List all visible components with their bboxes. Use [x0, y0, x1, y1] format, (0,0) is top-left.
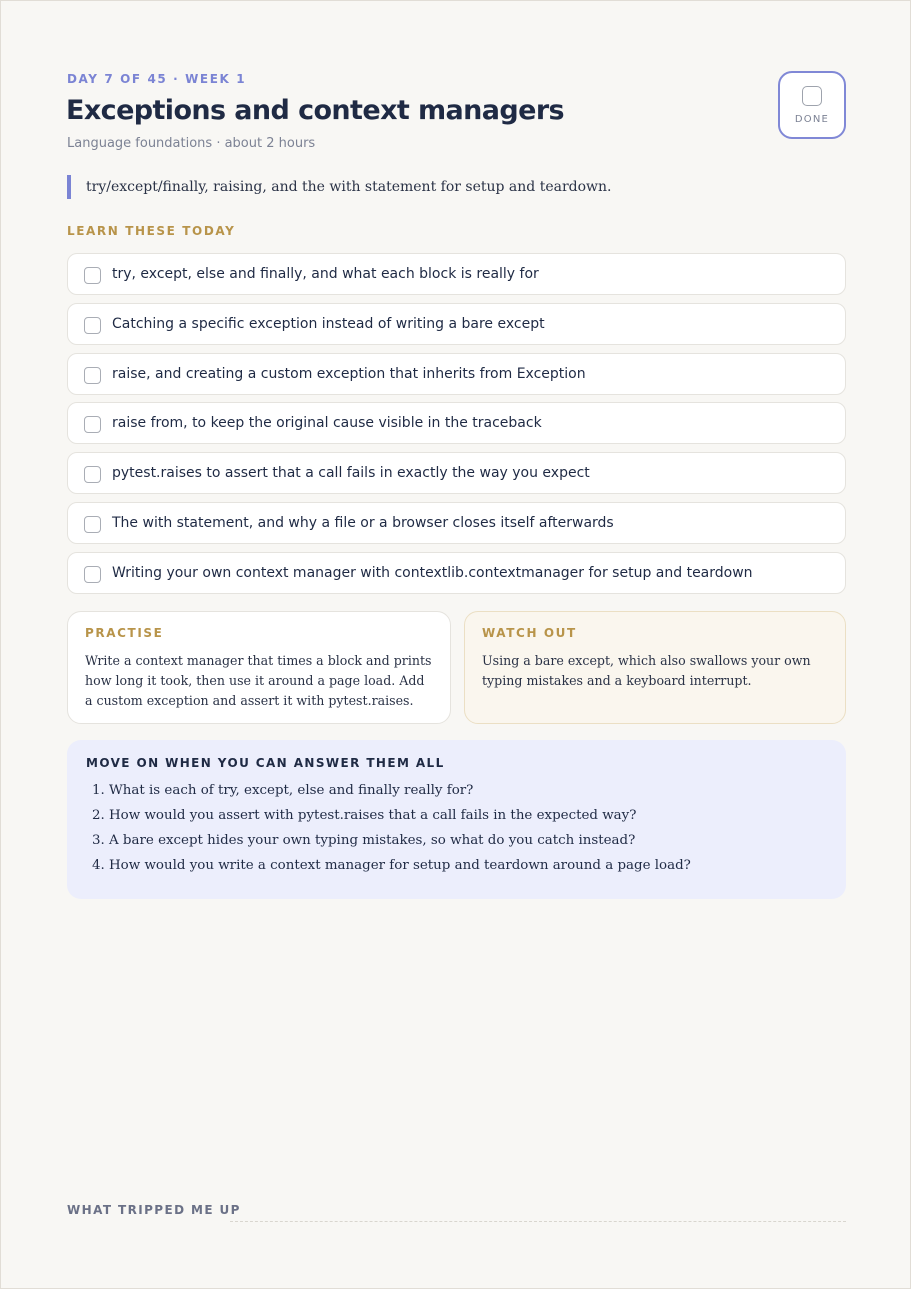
- question-number: 3.: [92, 833, 105, 848]
- practise-body: Write a context manager that times a block and prints how long it took, then use it around a page load. Add a custom exception and assert it with pytest.raises.: [85, 653, 432, 708]
- question-number: 4.: [92, 858, 105, 873]
- self-check-questions: [67, 740, 846, 899]
- questions-label: MOVE ON WHEN YOU CAN ANSWER THEM ALL: [86, 756, 445, 770]
- learn-item[interactable]: [67, 353, 846, 395]
- notes-label: WHAT TRIPPED ME UP: [67, 1203, 241, 1217]
- learn-item-label: pytest.raises to assert that a call fails in exactly the way you expect: [112, 465, 590, 482]
- question-item: [86, 853, 827, 878]
- done-label: DONE: [794, 114, 830, 125]
- question-text: How would you write a context manager for setup and teardown around a page load?: [109, 858, 691, 873]
- question-item: [86, 803, 827, 828]
- learn-item[interactable]: [67, 402, 846, 444]
- learn-item[interactable]: [67, 552, 846, 594]
- question-list: [86, 778, 827, 878]
- learn-item-checkbox[interactable]: [84, 516, 101, 533]
- practise-card: [67, 611, 451, 724]
- done-toggle[interactable]: [778, 71, 846, 139]
- watch-out-card: [464, 611, 846, 724]
- question-item: [86, 778, 827, 803]
- question-number: 1.: [92, 783, 105, 798]
- summary-callout: try/except/finally, raising, and the with statement for setup and teardown.: [67, 175, 767, 199]
- page-subtitle: Language foundations · about 2 hours: [67, 136, 316, 151]
- watch-out-label: WATCH OUT: [482, 626, 577, 640]
- question-text: What is each of try, except, else and finally really for?: [109, 783, 474, 798]
- done-checkbox[interactable]: [802, 86, 822, 106]
- learn-section-label: LEARN THESE TODAY: [67, 224, 236, 238]
- learn-item-checkbox[interactable]: [84, 416, 101, 433]
- page-title: Exceptions and context managers: [66, 95, 565, 126]
- learn-checklist: [67, 253, 846, 602]
- watch-out-body: Using a bare except, which also swallows your own typing mistakes and a keyboard interrupt.: [482, 653, 811, 688]
- learn-item-checkbox[interactable]: [84, 566, 101, 583]
- learn-item-label: Writing your own context manager with contextlib.contextmanager for setup and teardown: [112, 564, 753, 581]
- question-text: A bare except hides your own typing mistakes, so what do you catch instead?: [109, 833, 636, 848]
- learn-item-label: raise from, to keep the original cause visible in the traceback: [112, 415, 542, 432]
- learn-item-label: raise, and creating a custom exception that inherits from Exception: [112, 365, 586, 382]
- learn-item-label: The with statement, and why a file or a browser closes itself afterwards: [112, 514, 614, 531]
- question-text: How would you assert with pytest.raises that a call fails in the expected way?: [109, 808, 637, 823]
- learn-item[interactable]: [67, 253, 846, 295]
- learn-item[interactable]: [67, 502, 846, 544]
- learn-item-checkbox[interactable]: [84, 267, 101, 284]
- learn-item-checkbox[interactable]: [84, 317, 101, 334]
- learn-item-checkbox[interactable]: [84, 367, 101, 384]
- day-kicker: DAY 7 OF 45 · WEEK 1: [67, 72, 247, 86]
- notes-write-line[interactable]: [230, 1221, 846, 1222]
- learn-item-checkbox[interactable]: [84, 466, 101, 483]
- question-item: [86, 828, 827, 853]
- learn-item[interactable]: [67, 452, 846, 494]
- practise-label: PRACTISE: [85, 626, 164, 640]
- learn-item[interactable]: [67, 303, 846, 345]
- learn-item-label: Catching a specific exception instead of writing a bare except: [112, 315, 545, 332]
- learn-item-label: try, except, else and finally, and what each block is really for: [112, 266, 539, 282]
- question-number: 2.: [92, 808, 105, 823]
